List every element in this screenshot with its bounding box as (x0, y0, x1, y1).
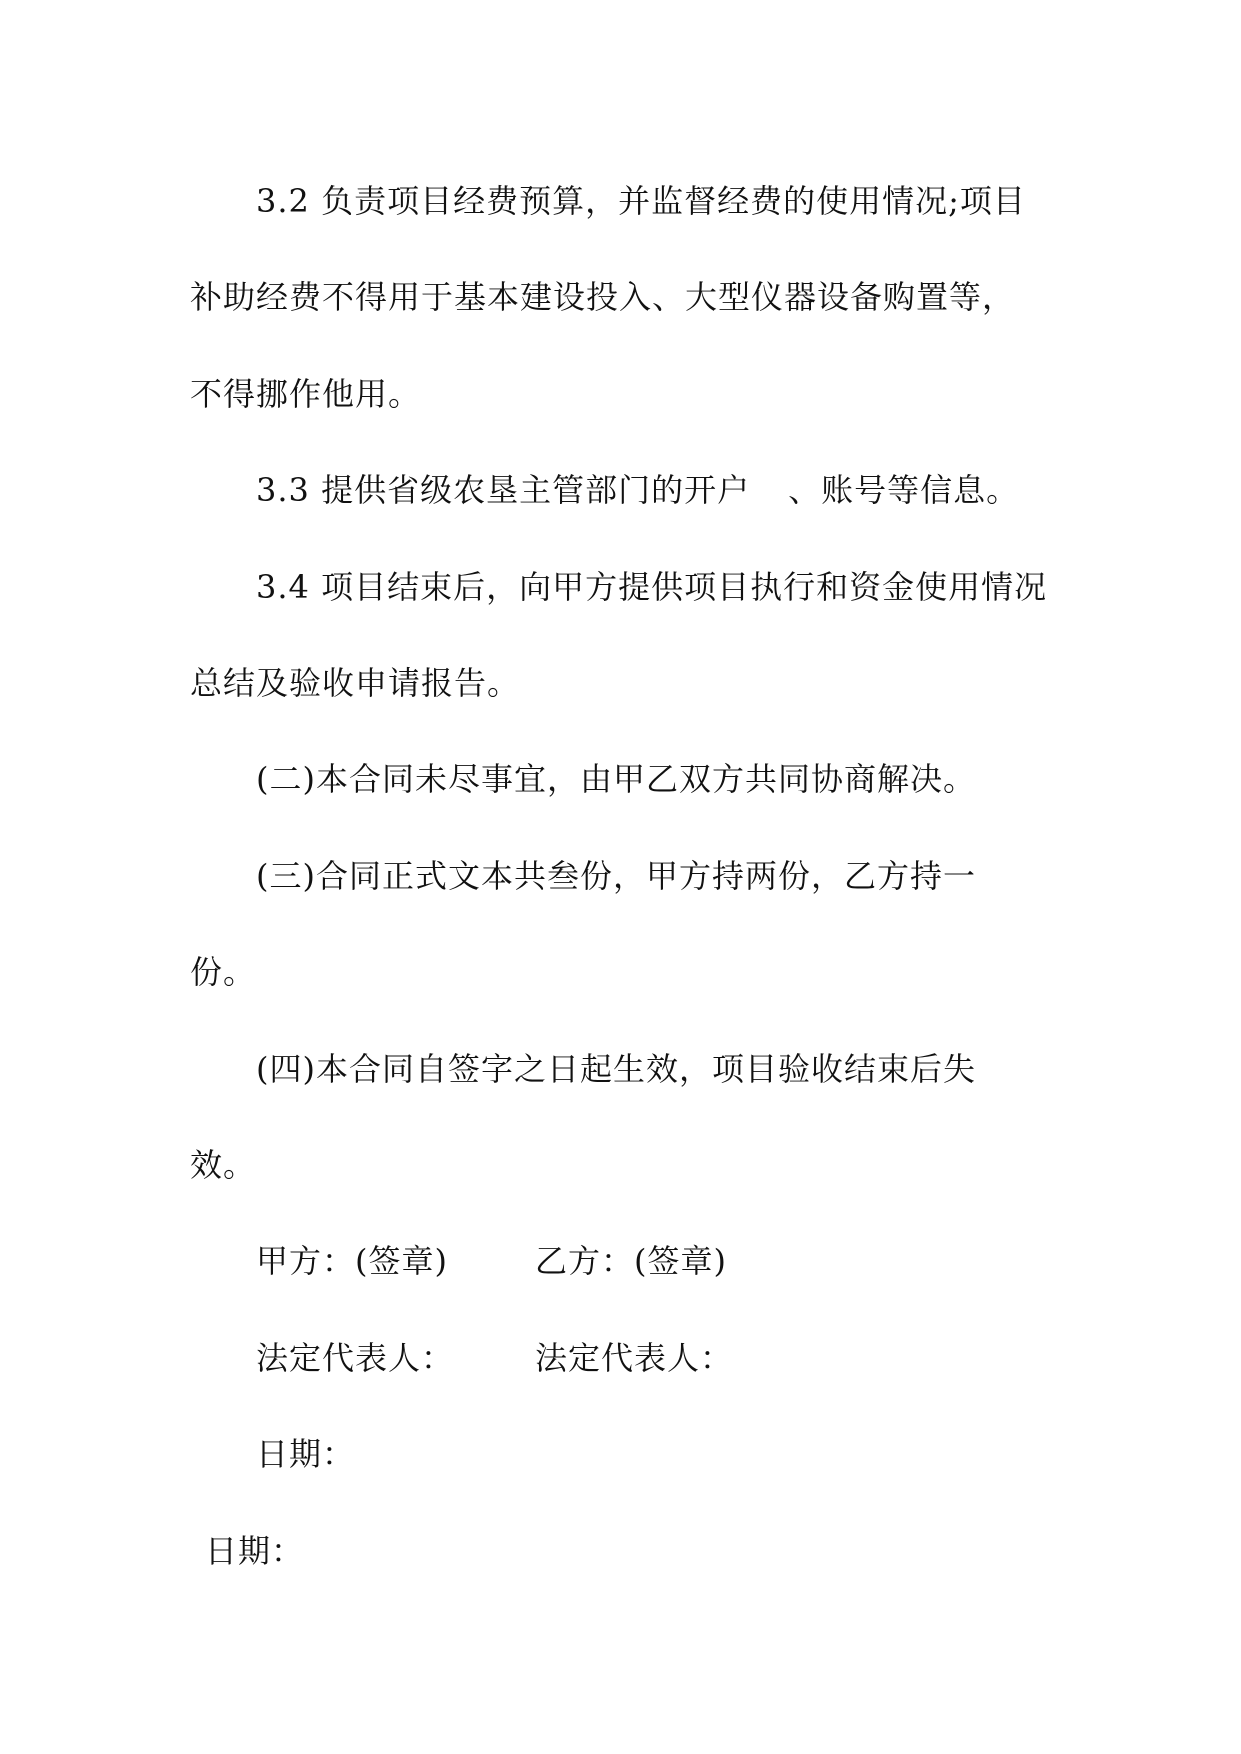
clause-3-2-line-1: 3.2 负责项目经费预算，并监督经费的使用情况;项目 (256, 182, 1026, 220)
party-b-seal: 乙方：(签章) (535, 1242, 727, 1280)
clause-3-3-line (256, 470, 1019, 510)
clause-3-line-1: (三)合同正式文本共叁份，甲方持两份，乙方持一 (256, 857, 976, 895)
clause-4-line-2: 效。 (190, 1146, 257, 1184)
clause-4-line-1: (四)本合同自签字之日起生效，项目验收结束后失 (256, 1050, 976, 1088)
clause-3-line-2: 份。 (190, 953, 257, 991)
clause-3-2-line-2: 补助经费不得用于基本建设投入、大型仪器设备购置等， (190, 278, 1016, 316)
date-a: 日期： (256, 1435, 356, 1473)
party-b-representative: 法定代表人： (535, 1339, 734, 1377)
party-a-seal: 甲方：(签章) (256, 1242, 448, 1280)
clause-3-3-part-2: 、账号等信息。 (788, 471, 1020, 509)
clause-3-3-part-1: 3.3 提供省级农垦主管部门的开户 (256, 471, 751, 509)
party-a-representative: 法定代表人： (256, 1339, 455, 1377)
date-b: 日期： (205, 1532, 305, 1570)
clause-3-4-line-1: 3.4 项目结束后，向甲方提供项目执行和资金使用情况 (256, 568, 1048, 606)
clause-3-2-line-3: 不得挪作他用。 (190, 375, 422, 413)
clause-2-line-1: (二)本合同未尽事宜，由甲乙双方共同协商解决。 (256, 760, 976, 798)
clause-3-4-line-2: 总结及验收申请报告。 (190, 664, 521, 702)
